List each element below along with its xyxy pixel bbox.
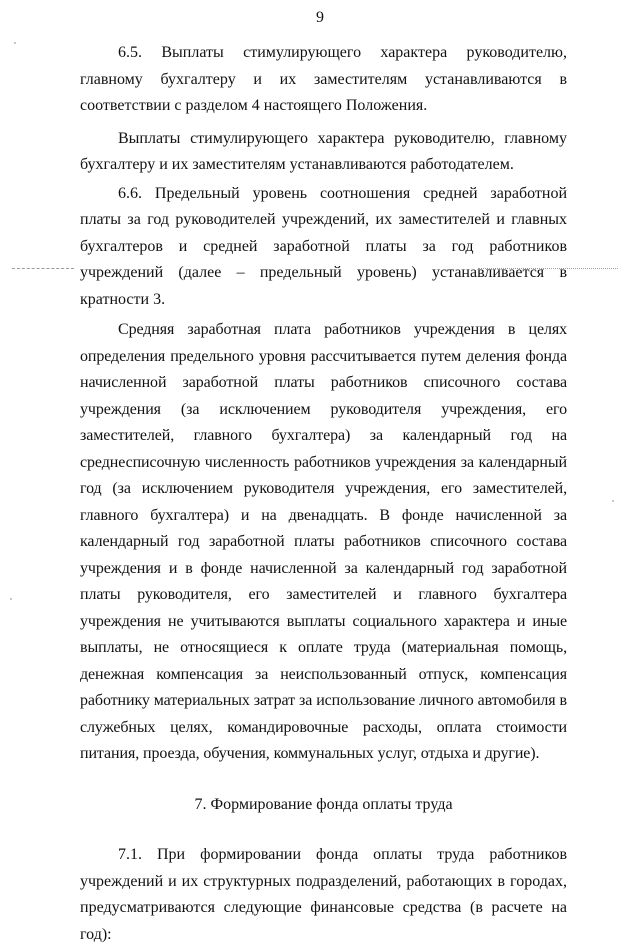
scan-speck <box>14 42 16 44</box>
scan-speck <box>612 500 614 502</box>
paragraph-spacer <box>80 768 567 792</box>
paragraph-6-6-average-salary: Средняя заработная плата работников учреждения в целях определения предельного уровня рассчитывается путем деления фонда начисленной заработной платы работников списочного состава учреждения (за исключением руководителя учреждения, его заместителей, главного бухгалтера) за календарный год на среднесписочную численность работников учреждения за календарный год (за исключением руководителя учреждения, его заместителей, главного бухгалтера) и на двенадцать. В фонде начисленной за календарный год заработной платы работников списочного состава учреждения и в фонде начисленной за календарный год заработной платы руководителя, его заместителей и главного бухгалтера учреждения не учитываются выплаты социального характера и иные выплаты, не относящиеся к оплате труда (материальная помощь, денежная компенсация за неиспользованный отпуск, компенсация работнику материальных затрат за использование личного автомобиля в служебных целях, командировочные расходы, оплата стоимости питания, проезда, обучения, коммунальных услуг, отдыха и другие). <box>80 321 567 762</box>
paragraph-6-6: 6.6. Предельный уровень соотношения средней заработной платы за год руководителей учреждений, их заместителей и главных бухгалтеров и средней заработной платы за год работников учреждений (далее – предельный уровень) устанавливается в кратности 3. <box>80 184 567 308</box>
scan-artifact-line-left <box>12 268 74 269</box>
scan-speck <box>10 598 12 600</box>
paragraph-7-1: 7.1. При формировании фонда оплаты труда работников учреждений и их структурных подразделений, работающих в городах, предусматриваются следующие финансовые средства (в расчете на год): <box>80 846 567 943</box>
section-7-heading: 7. Формирование фонда оплаты труда <box>194 795 453 813</box>
paragraph-6-5: 6.5. Выплаты стимулирующего характера руководителю, главному бухгалтеру и их заместителям устанавливаются в соответствии с разделом 4 настоящего Положения. <box>80 44 567 114</box>
page-number: 9 <box>316 9 324 26</box>
paragraph-spacer <box>80 818 567 842</box>
document-body <box>80 40 567 948</box>
paragraph-6-5-employer: Выплаты стимулирующего характера руководителю, главному бухгалтеру и их заместителям устанавливаются работодателем. <box>80 129 567 173</box>
